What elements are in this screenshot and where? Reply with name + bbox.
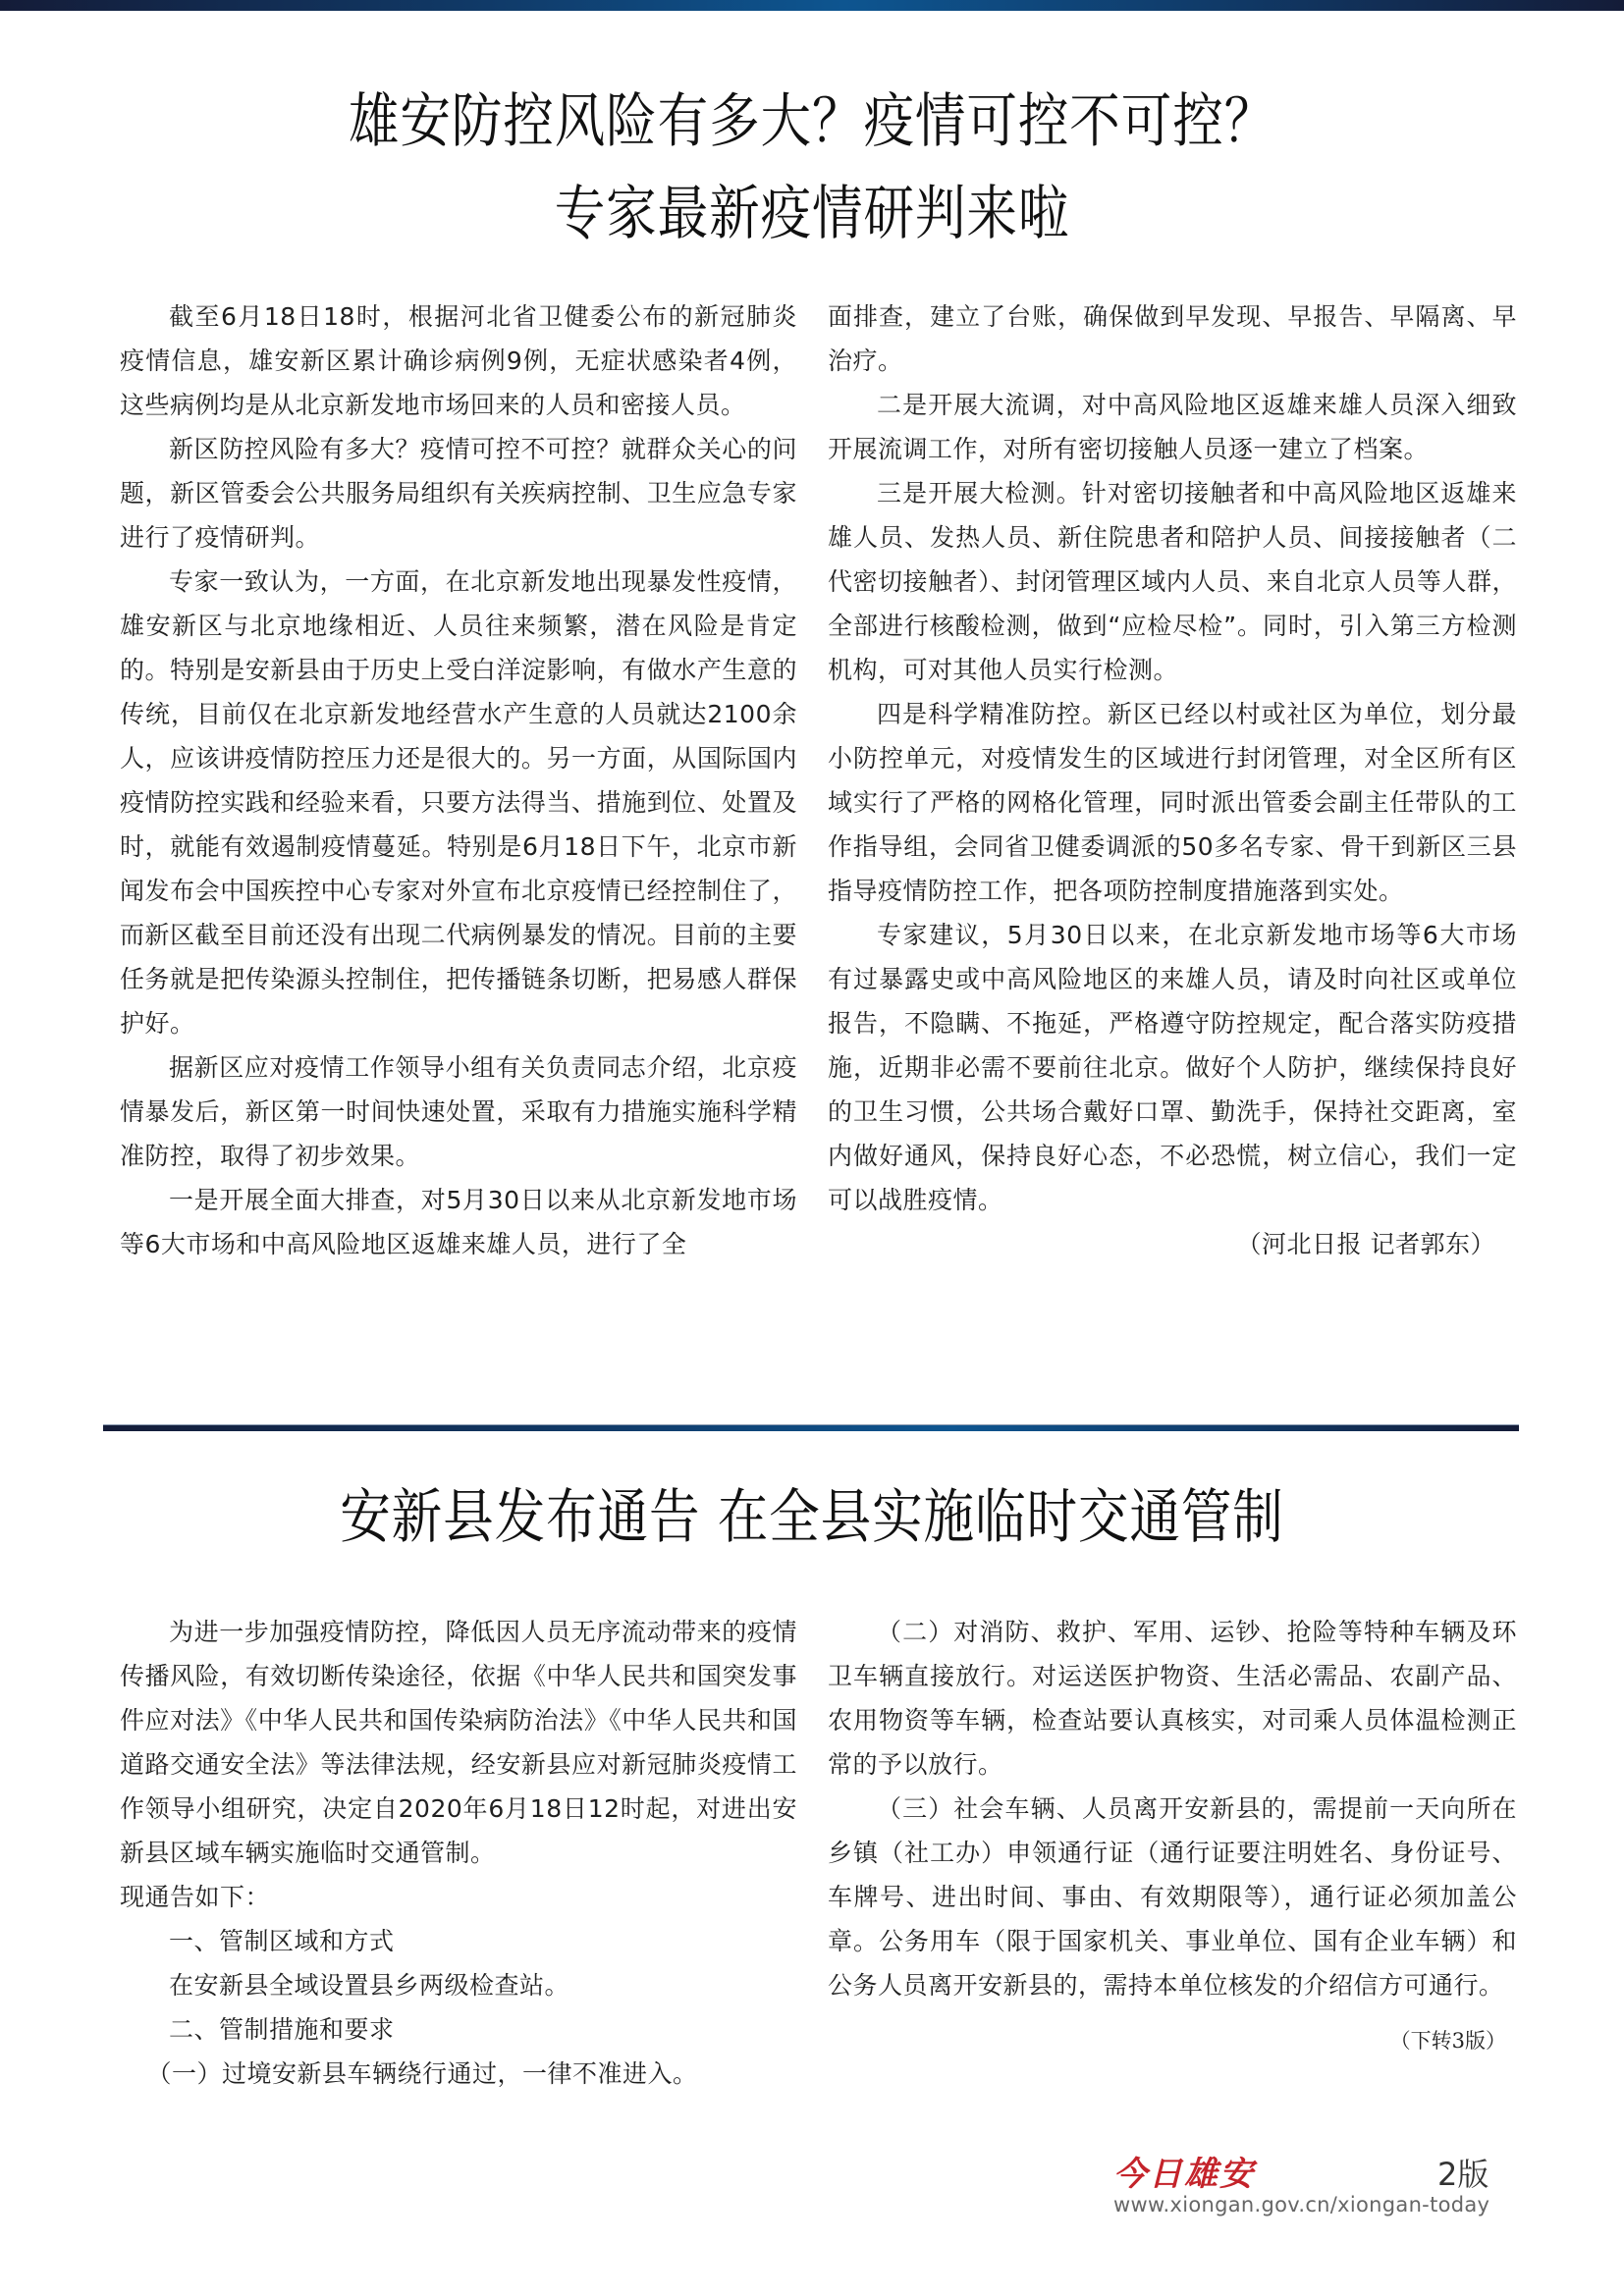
continued-on-page-note: （下转3版） (1389, 2029, 1506, 2053)
article1-paragraph: 新区防控风险有多大？疫情可控不可控？就群众关心的问题，新区管委会公共服务局组织有关疾病控制、卫生应急专家进行了疫情研判。 (120, 435, 797, 552)
article2-section1-title: 一、管制区域和方式 (169, 1927, 395, 1955)
article2-left-column (120, 1610, 797, 2096)
article1-right-column (828, 294, 1517, 1266)
publication-logo: 今日雄安 (1113, 2155, 1255, 2194)
article1-byline: （河北日报 记者郭东） (1236, 1230, 1495, 1258)
article2-intro-tail: 现通告如下： (120, 1883, 271, 1911)
article2-intro: 为进一步加强疫情防控，降低因人员无序流动带来的疫情传播风险，有效切断传染途径，依据《中华人民共和国突发事件应对法》《中华人民共和国传染病防治法》《中华人民共和国道路交通安全法》等法律法规，经安新县应对新冠肺炎疫情工作领导小组研究，决定自2020年6月18日12时起，对进出安新县区域车辆实施临时交通管制。 (120, 1618, 797, 1867)
article2-item1: （一）过境安新县车辆绕行通过，一律不准进入。 (146, 2059, 698, 2088)
article2-item3: （三）社会车辆、人员离开安新县的，需提前一天向所在乡镇（社工办）申领通行证（通行证要注明姓名、身份证号、车牌号、进出时间、事由、有效期限等），通行证必须加盖公章。公务用车（限于国家机关、事业单位、国有企业车辆）和公务人员离开安新县的，需持本单位核发的介绍信方可通行。 (828, 1794, 1517, 2000)
article1-paragraph: 一是开展全面大排查，对5月30日以来从北京新发地市场等6大市场和中高风险地区返雄来雄人员，进行了全 (120, 1186, 797, 1258)
article1-paragraph: 专家一致认为，一方面，在北京新发地出现暴发性疫情，雄安新区与北京地缘相近、人员往来频繁，潜在风险是肯定的。特别是安新县由于历史上受白洋淀影响，有做水产生意的传统，目前仅在北京新发地经营水产生意的人员就达2100余人，应该讲疫情防控压力还是很大的。另一方面，从国际国内疫情防控实践和经验来看，只要方法得当、措施到位、处置及时，就能有效遏制疫情蔓延。特别是6月18日下午，北京市新闻发布会中国疾控中心专家对外宣布北京疫情已经控制住了，而新区截至目前还没有出现二代病例暴发的情况。目前的主要任务就是把传染源头控制住，把传播链条切断，把易感人群保护好。 (120, 567, 797, 1038)
section-divider (103, 1424, 1519, 1431)
article2-right-column (828, 1610, 1517, 2007)
article1-title-line2: 专家最新疫情研判来啦 (554, 180, 1070, 248)
article1-title-line1: 雄安防控风险有多大？疫情可控不可控？ (348, 87, 1276, 156)
article1-paragraph: 据新区应对疫情工作领导小组有关负责同志介绍，北京疫情暴发后，新区第一时间快速处置，采取有力措施实施科学精准防控，取得了初步效果。 (120, 1053, 797, 1170)
article2-title: 安新县发布通告 在全县实施临时交通管制 (340, 1483, 1284, 1552)
article1-paragraph-continued: 面排查，建立了台账，确保做到早发现、早报告、早隔离、早治疗。 (828, 302, 1517, 375)
article2-section1-body: 在安新县全域设置县乡两级检查站。 (169, 1971, 570, 2000)
article2-item2: （二）对消防、救护、军用、运钞、抢险等特种车辆及环卫车辆直接放行。对运送医护物资、生活必需品、农副产品、农用物资等车辆，检查站要认真核实，对司乘人员体温检测正常的予以放行。 (828, 1618, 1517, 1779)
article1-paragraph: 三是开展大检测。针对密切接触者和中高风险地区返雄来雄人员、发热人员、新住院患者和陪护人员、间接接触者（二代密切接触者）、封闭管理区域内人员、来自北京人员等人群，全部进行核酸检测，做到“应检尽检”。同时，引入第三方检测机构，可对其他人员实行检测。 (828, 479, 1517, 684)
top-decorative-bar (0, 0, 1624, 11)
article2-section2-title: 二、管制措施和要求 (169, 2015, 395, 2044)
article1-paragraph: 专家建议，5月30日以来，在北京新发地市场等6大市场有过暴露史或中高风险地区的来雄人员，请及时向社区或单位报告，不隐瞒、不拖延，严格遵守防控规定，配合落实防疫措施，近期非必需不要前往北京。做好个人防护，继续保持良好的卫生习惯，公共场合戴好口罩、勤洗手，保持社交距离，室内做好通风，保持良好心态，不必恐慌，树立信心，我们一定可以战胜疫情。 (828, 921, 1518, 1214)
article1-paragraph: 四是科学精准防控。新区已经以村或社区为单位，划分最小防控单元，对疫情发生的区域进行封闭管理，对全区所有区域实行了严格的网格化管理，同时派出管委会副主任带队的工作指导组，会同省卫健委调派的50多名专家、骨干到新区三县指导疫情防控工作，把各项防控制度措施落到实处。 (828, 700, 1517, 905)
article1-paragraph: 二是开展大流调，对中高风险地区返雄来雄人员深入细致开展流调工作，对所有密切接触人员逐一建立了档案。 (828, 391, 1517, 463)
article1-left-column (120, 294, 797, 1266)
publication-url[interactable]: www.xiongan.gov.cn/xiongan-today (1113, 2193, 1490, 2216)
article1-paragraph: 截至6月18日18时，根据河北省卫健委公布的新冠肺炎疫情信息，雄安新区累计确诊病例9例，无症状感染者4例，这些病例均是从北京新发地市场回来的人员和密接人员。 (120, 302, 797, 419)
page-number: 2版 (1437, 2156, 1489, 2193)
